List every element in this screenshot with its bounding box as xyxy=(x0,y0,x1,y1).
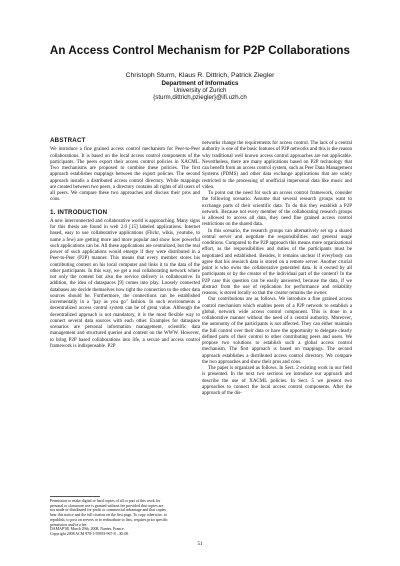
abstract-text: We introduce a fine grained access control mechanism for Peer-to-Peer collaborations. It is based on the local access control components of the participants. The peers export their access control policies in XACML. Two mechanisms are proposed to combine these policies. The first approach establishes mappings between the export policies. The second approach installs a distributed access control directory. While mappings are created between two peers, a directory contains all rights of all users of all peers. We compare these two approaches and discuss their pros and cons. xyxy=(50,147,200,203)
author-university: University of Zurich xyxy=(173,87,227,95)
body-paragraph: The paper is organized as follows. In Sect. 2 existing work in our field is presented. In the next two sections we introduce our approach and describe the use of XACML policies. In Sect. 5 we present two approaches to connect the local access control components. After the approach of the dis- xyxy=(202,366,352,396)
introduction-paragraph: A new interconnected and collaborative world is approaching. Many signs for this thesis are found in web 2.0 [15] labeled applications. Internet based, easy to use collaborative applications (Flickr, wikis, youtube, to name a few) are getting more and more popular and show how powerful such applications can be. All these applications are centralized, but the real power of such applications would emerge if they were distributed in a Peer-to-Peer (P2P) manner. This means that every member stores his contributing content on his local computer and links it to the data of the other participants. In this way, we get a real collaborating network where not only the content but also the service delivery is collaborative. In addition, the idea of dataspaces [9] comes into play. Loosely connected databases are decide themselves how tight the connection to the other data sources should be. Furthermore, the connections can be established incrementally in a "pay as you go" fashion. In such environments a decentralized access control system can be of great value. Although the decentralized approach is not mandatory, it is the most flexible way to connect several data sources with each other. Examples for dataspace scenarios are personal information management, scientific data management and structured queries and content on the WWW. However, to bring P2P based collaborations into life, a secure and access control framework is indispensable. P2P xyxy=(50,218,200,349)
author-block xyxy=(0,72,400,102)
author-names: Christoph Sturm, Klaus R. Dittrich, Patrick Ziegler xyxy=(125,72,275,79)
left-column xyxy=(50,138,200,350)
page-number: 51 xyxy=(197,542,203,547)
right-column xyxy=(202,141,352,397)
footnote-line: Permission to make digital or hard copies of all or part of this work for xyxy=(50,499,161,503)
footnote-line: bear this notice and the full citation on the first page. To copy otherwise, to xyxy=(50,513,167,518)
footnote-line: permission and/or a fee. xyxy=(50,522,88,527)
body-paragraph: networks change the requirements for access control. The lack of a central authority is one of the basic features of P2P networks and this is the reason why traditional well known access control approaches are not applicable. Nevertheless, there are many applications based on P2P technology that can benefit from an access control system, such as Peer Data Management Systems (PDMS) and other data exchange applications that are solely restricted to the processing of unofficial impersonal data like music and video. xyxy=(202,141,352,190)
paper-title: An Access Control Mechanism for P2P Collaborations xyxy=(49,44,351,57)
introduction-heading: 1. INTRODUCTION xyxy=(50,208,108,216)
footnote-line: DAMAP'08, March 29th, 2008, Nantes, France. xyxy=(50,527,125,532)
body-paragraph: To point out the need for such an access control framework, consider the following scenario. Assume that several research groups want to exchange parts of their scientific data. To do this they establish a P2P network. Because not every member of the collaborating research groups is allowed to access all data, they need fine grained access control restrictions on the shared data. xyxy=(202,191,352,228)
footnote-line: republish, to post on servers or to redistribute to lists, requires prior specific xyxy=(50,517,168,522)
body-paragraph: Our contributions are as follows. We introduce a fine grained access control mechanism which enables peers of a P2P network to establish a global, network wide access control component. This is done in a collaborative manner without the need of a central authority. Moreover, the autonomy of the participants is not affected. They can either maintain the full control over their data or have the opportunity to delegate clearly defined parts of their control to other contributing peers and users. We propose two solutions to establish such a global access control mechanism. The first approach is based on mappings. The second approach establishes a distributed access control directory. We compare the two approaches and show their pros and cons. xyxy=(202,297,352,365)
body-paragraph: In this scenario, the research groups can alternatively set up a shared central server and negotiate the responsibilities and general usage conditions. Compared to the P2P approach this means more organizational effort, as the responsibilities and duties of the participants must be negotiated and established. Besides, it remains unclear if everybody can agree that his research data is stored on a remote server. Another crucial point is who owns the collaborative generated data. Is it owned by all participants or by the creator of the individual part of the content? In the P2P case this question can be easily answered, because the data, if we abstract from the use of replication for performance and reliability reasons, is stored locally so that the creator remains the owner. xyxy=(202,228,352,296)
footnote-line: personal or classroom use is granted without fee provided that copies are xyxy=(50,503,164,508)
footnote-line: not made or distributed for profit or commercial advantage and that copies xyxy=(50,508,166,513)
copyright-footnote xyxy=(50,496,200,537)
footnote-line: Copyright 2008 ACM 978-1-59593-967-8 ...$5.00. xyxy=(50,531,130,536)
footnote-rule xyxy=(50,496,100,497)
author-emails: {sturm,dittrich,pziegler}@ifi.uzh.ch xyxy=(153,94,247,102)
author-department: Department of Informatics xyxy=(161,80,239,87)
abstract-heading: ABSTRACT xyxy=(50,137,86,144)
